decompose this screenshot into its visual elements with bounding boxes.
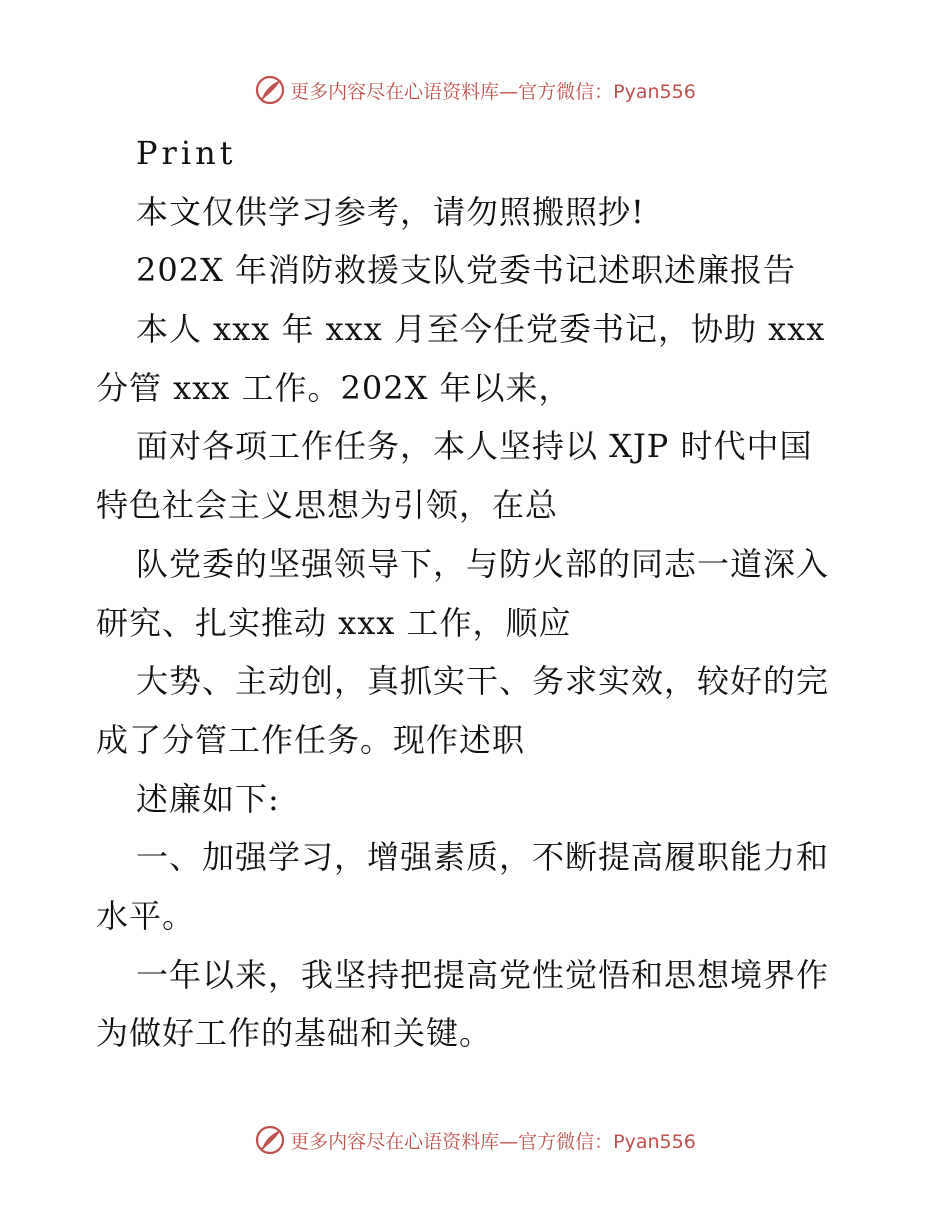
doc-line: 本人 xxx 年 xxx 月至今任党委书记，协助 xxx (136, 310, 826, 349)
doc-line: 队党委的坚强领导下，与防火部的同志一道深入 (136, 544, 830, 583)
doc-line: 特色社会主义思想为引领，在总 (96, 486, 559, 525)
doc-line-disclaimer: 本文仅供学习参考，请勿照搬照抄! (136, 192, 645, 231)
doc-line: 分管 xxx 工作。202X 年以来， (96, 368, 572, 407)
doc-line: 成了分管工作任务。现作述职 (96, 720, 526, 759)
doc-title: 202X 年消防救援支队党委书记述职述廉报告 (136, 251, 797, 290)
doc-line: 水平。 (96, 896, 196, 935)
header-banner-text: 更多内容尽在心语资料库—官方微信：Pyan556 (290, 80, 696, 103)
quill-pen-logo-icon (254, 74, 286, 106)
doc-line: 述廉如下: (136, 779, 280, 818)
footer-banner-text: 更多内容尽在心语资料库—官方微信：Pyan556 (290, 1130, 696, 1153)
footer-banner (0, 1120, 950, 1160)
doc-line: 面对各项工作任务，本人坚持以 XJP 时代中国 (136, 427, 813, 466)
doc-line: 为做好工作的基础和关键。 (96, 1014, 493, 1053)
doc-line: 研究、扎实推动 xxx 工作，顺应 (96, 603, 572, 642)
quill-pen-logo-icon (254, 1124, 286, 1156)
footer-banner-content (254, 1124, 696, 1156)
section-heading: 一、加强学习，增强素质，不断提高履职能力和 (136, 838, 830, 877)
doc-line: 大势、主动创，真抓实干、务求实效，较好的完 (136, 662, 830, 701)
doc-line: 一年以来，我坚持把提高党性觉悟和思想境界作 (136, 955, 830, 994)
doc-line-print: Print (136, 134, 237, 172)
document-body (96, 124, 856, 1063)
header-banner (0, 70, 950, 110)
header-banner-content (254, 74, 696, 106)
